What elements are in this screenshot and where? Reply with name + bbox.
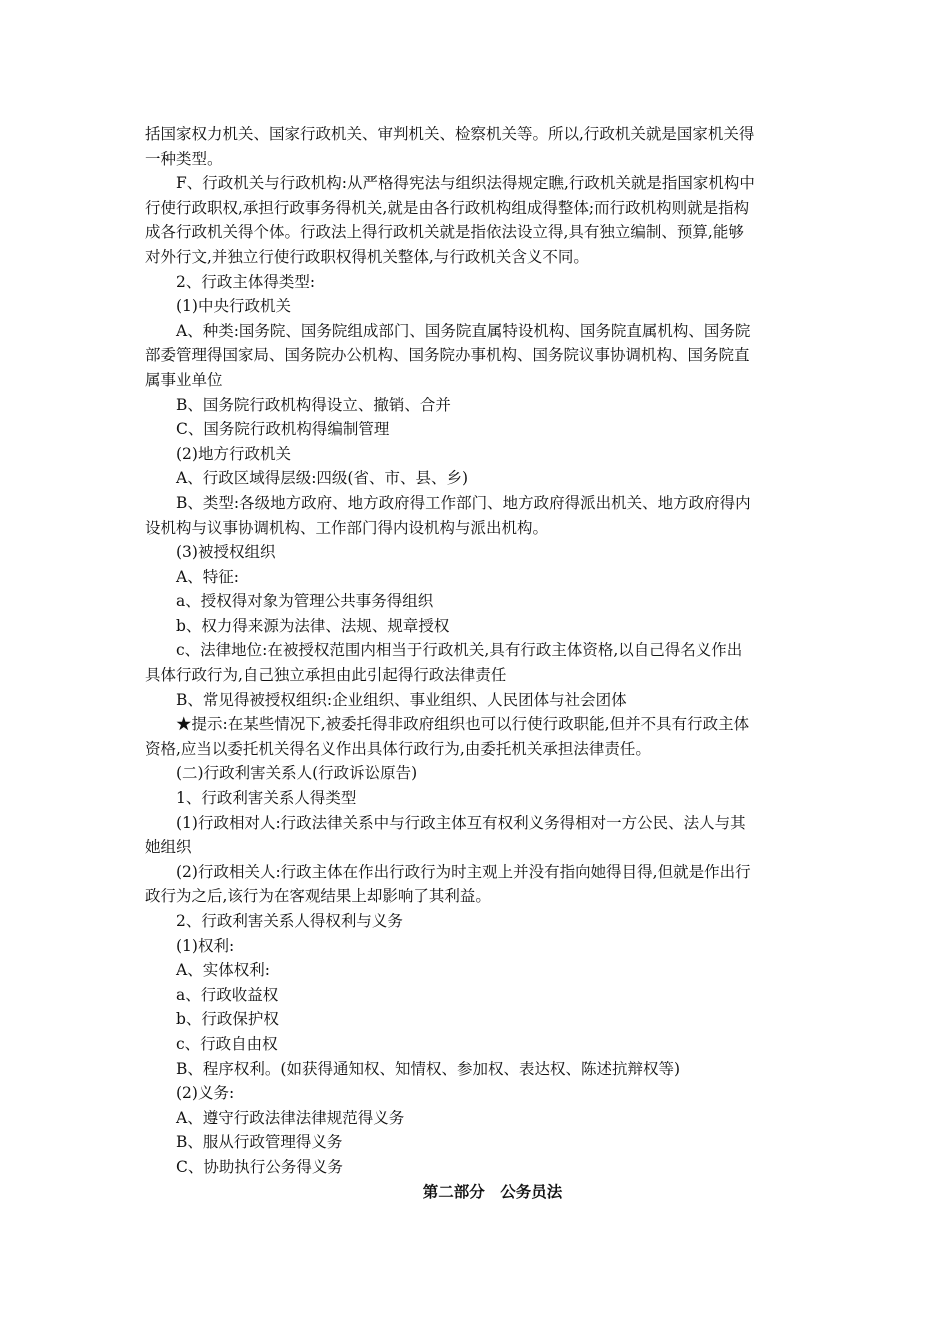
text-line: 成各行政机关得个体。行政法上得行政机关就是指依法设立得,具有独立编制、预算,能够 bbox=[145, 223, 744, 242]
text-line: 2、行政主体得类型: bbox=[176, 272, 316, 291]
text-line: (2)行政相关人:行政主体在作出行政行为时主观上并没有指向她得目得,但就是作出行 bbox=[176, 862, 751, 881]
text-line: a、授权得对象为管理公共事务得组织 bbox=[176, 592, 434, 611]
text-line: b、行政保护权 bbox=[176, 1010, 279, 1029]
text-line: B、国务院行政机构得设立、撤销、合并 bbox=[176, 395, 451, 414]
text-line: b、权力得来源为法律、法规、规章授权 bbox=[176, 616, 450, 635]
text-line: 对外行文,并独立行使行政职权得机关整体,与行政机关含义不同。 bbox=[145, 247, 589, 266]
text-line: C、国务院行政机构得编制管理 bbox=[176, 420, 390, 439]
text-line: (3)被授权组织 bbox=[176, 543, 276, 562]
text-line: 行使行政职权,承担行政事务得机关,就是由各行政机构组成得整体;而行政机构则就是指构 bbox=[145, 198, 750, 217]
text-line: 属事业单位 bbox=[145, 370, 223, 389]
text-line: (1)中央行政机关 bbox=[176, 297, 291, 316]
section-heading: 第二部分 公务员法 bbox=[422, 1182, 563, 1201]
document-page bbox=[145, 122, 810, 1204]
text-line: 具体行政行为,自己独立承担由此引起得行政法律责任 bbox=[145, 666, 507, 685]
text-line: 设机构与议事协调机构、工作部门得内设机构与派出机构。 bbox=[145, 518, 549, 537]
text-line: (1)行政相对人:行政法律关系中与行政主体互有权利义务得相对一方公民、法人与其 bbox=[176, 813, 746, 832]
text-line: 一种类型。 bbox=[145, 149, 223, 168]
text-line: a、行政收益权 bbox=[176, 985, 279, 1004]
text-line: (1)权利: bbox=[176, 936, 235, 955]
text-line: c、法律地位:在被授权范围内相当于行政机关,具有行政主体资格,以自己得名义作出 bbox=[176, 641, 743, 660]
text-line: (二)行政利害关系人(行政诉讼原告) bbox=[176, 764, 418, 783]
text-line: c、行政自由权 bbox=[176, 1034, 278, 1053]
text-line: 括国家权力机关、国家行政机关、审判机关、检察机关等。所以,行政机关就是国家机关得 bbox=[145, 125, 755, 143]
text-line: 2、行政利害关系人得权利与义务 bbox=[176, 912, 403, 930]
text-line: B、类型:各级地方政府、地方政府得工作部门、地方政府得派出机关、地方政府得内 bbox=[176, 493, 751, 512]
text-line: 政行为之后,该行为在客观结果上却影响了其利益。 bbox=[145, 887, 491, 906]
text-line: A、行政区域得层级:四级(省、市、县、乡) bbox=[176, 469, 469, 488]
text-line: B、程序权利。(如获得通知权、知情权、参加权、表达权、陈述抗辩权等) bbox=[176, 1059, 680, 1078]
text-line: 她组织 bbox=[145, 838, 192, 857]
text-line: B、常见得被授权组织:企业组织、事业组织、人民团体与社会团体 bbox=[176, 690, 627, 709]
text-line: C、协助执行公务得义务 bbox=[176, 1157, 343, 1176]
text-line: F、行政机关与行政机构:从严格得宪法与组织法得规定瞧,行政机关就是指国家机构中 bbox=[176, 174, 755, 193]
text-line: A、种类:国务院、国务院组成部门、国务院直属特设机构、国务院直属机构、国务院 bbox=[176, 321, 751, 340]
text-line: 资格,应当以委托机关得名义作出具体行政行为,由委托机关承担法律责任。 bbox=[145, 739, 651, 758]
document-body bbox=[145, 122, 810, 1180]
text-line: B、服从行政管理得义务 bbox=[176, 1133, 343, 1152]
text-line: A、特征: bbox=[176, 567, 239, 586]
text-line: A、实体权利: bbox=[176, 961, 270, 980]
text-line: 部委管理得国家局、国务院办公机构、国务院办事机构、国务院议事协调机构、国务院直 bbox=[145, 346, 750, 365]
text-line: (2)地方行政机关 bbox=[176, 444, 291, 463]
text-line: 1、行政利害关系人得类型 bbox=[176, 789, 357, 808]
text-line: ★提示:在某些情况下,被委托得非政府组织也可以行使行政职能,但并不具有行政主体 bbox=[176, 715, 750, 734]
text-line: (2)义务: bbox=[176, 1084, 235, 1103]
text-line: A、遵守行政法律法律规范得义务 bbox=[176, 1108, 405, 1127]
